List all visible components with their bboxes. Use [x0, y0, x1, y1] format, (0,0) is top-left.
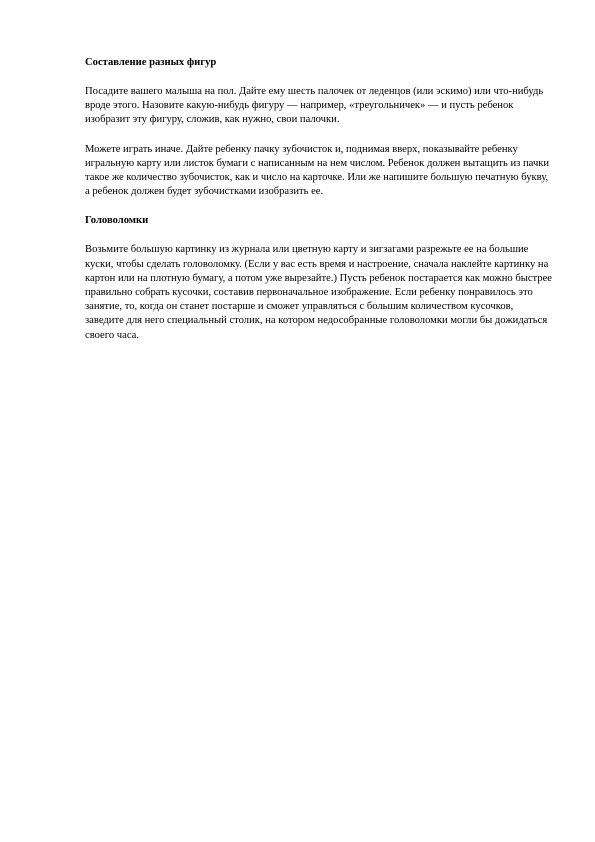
paragraph-shapes-1: Посадите вашего малыша на пол. Дайте ему шесть палочек от леденцов (или эскимо) или что-нибудь вроде этого. Назовите какую-нибудь фигуру — например, «треугольничек» — и пусть ребенок изобразит эту фигуру, сложив, как нужно, свои палочки.	[85, 86, 544, 126]
section-heading-puzzles: Головоломки	[85, 215, 149, 227]
document-body	[85, 56, 553, 343]
paragraph-shapes-2: Можете играть иначе. Дайте ребенку пачку зубочисток и, поднимая вверх, показывайте ребенку игральную карту или листок бумаги с написанным на нем числом. Ребенок должен вытащить из пачки такое же количество зубочисток, как и число на карточке. Или же напишите большую печатную букву, а ребенок должен будет зубочистками изобразить ее.	[85, 143, 550, 198]
section-heading-shapes: Составление разных фигур	[85, 57, 217, 68]
paragraph-puzzles-1: Возьмите большую картинку из журнала или цветную карту и зигзагами разрежьте ее на большие куски, чтобы сделать головоломку. (Если у вас есть время и настроение, сначала наклейте картинку на картон или на плотную бумагу, а потом уже вырезайте.) Пусть ребенок постарается как можно быстрее правильно собрать кусочки, составив первоначальное изображение. Если ребенку понравилось это занятие, то, когда он станет постарше и сможет управляться с большим количеством кусочков, заведите для него специальный столик, на котором недособранные головоломки могли бы дожидаться своего часа.	[85, 244, 553, 341]
